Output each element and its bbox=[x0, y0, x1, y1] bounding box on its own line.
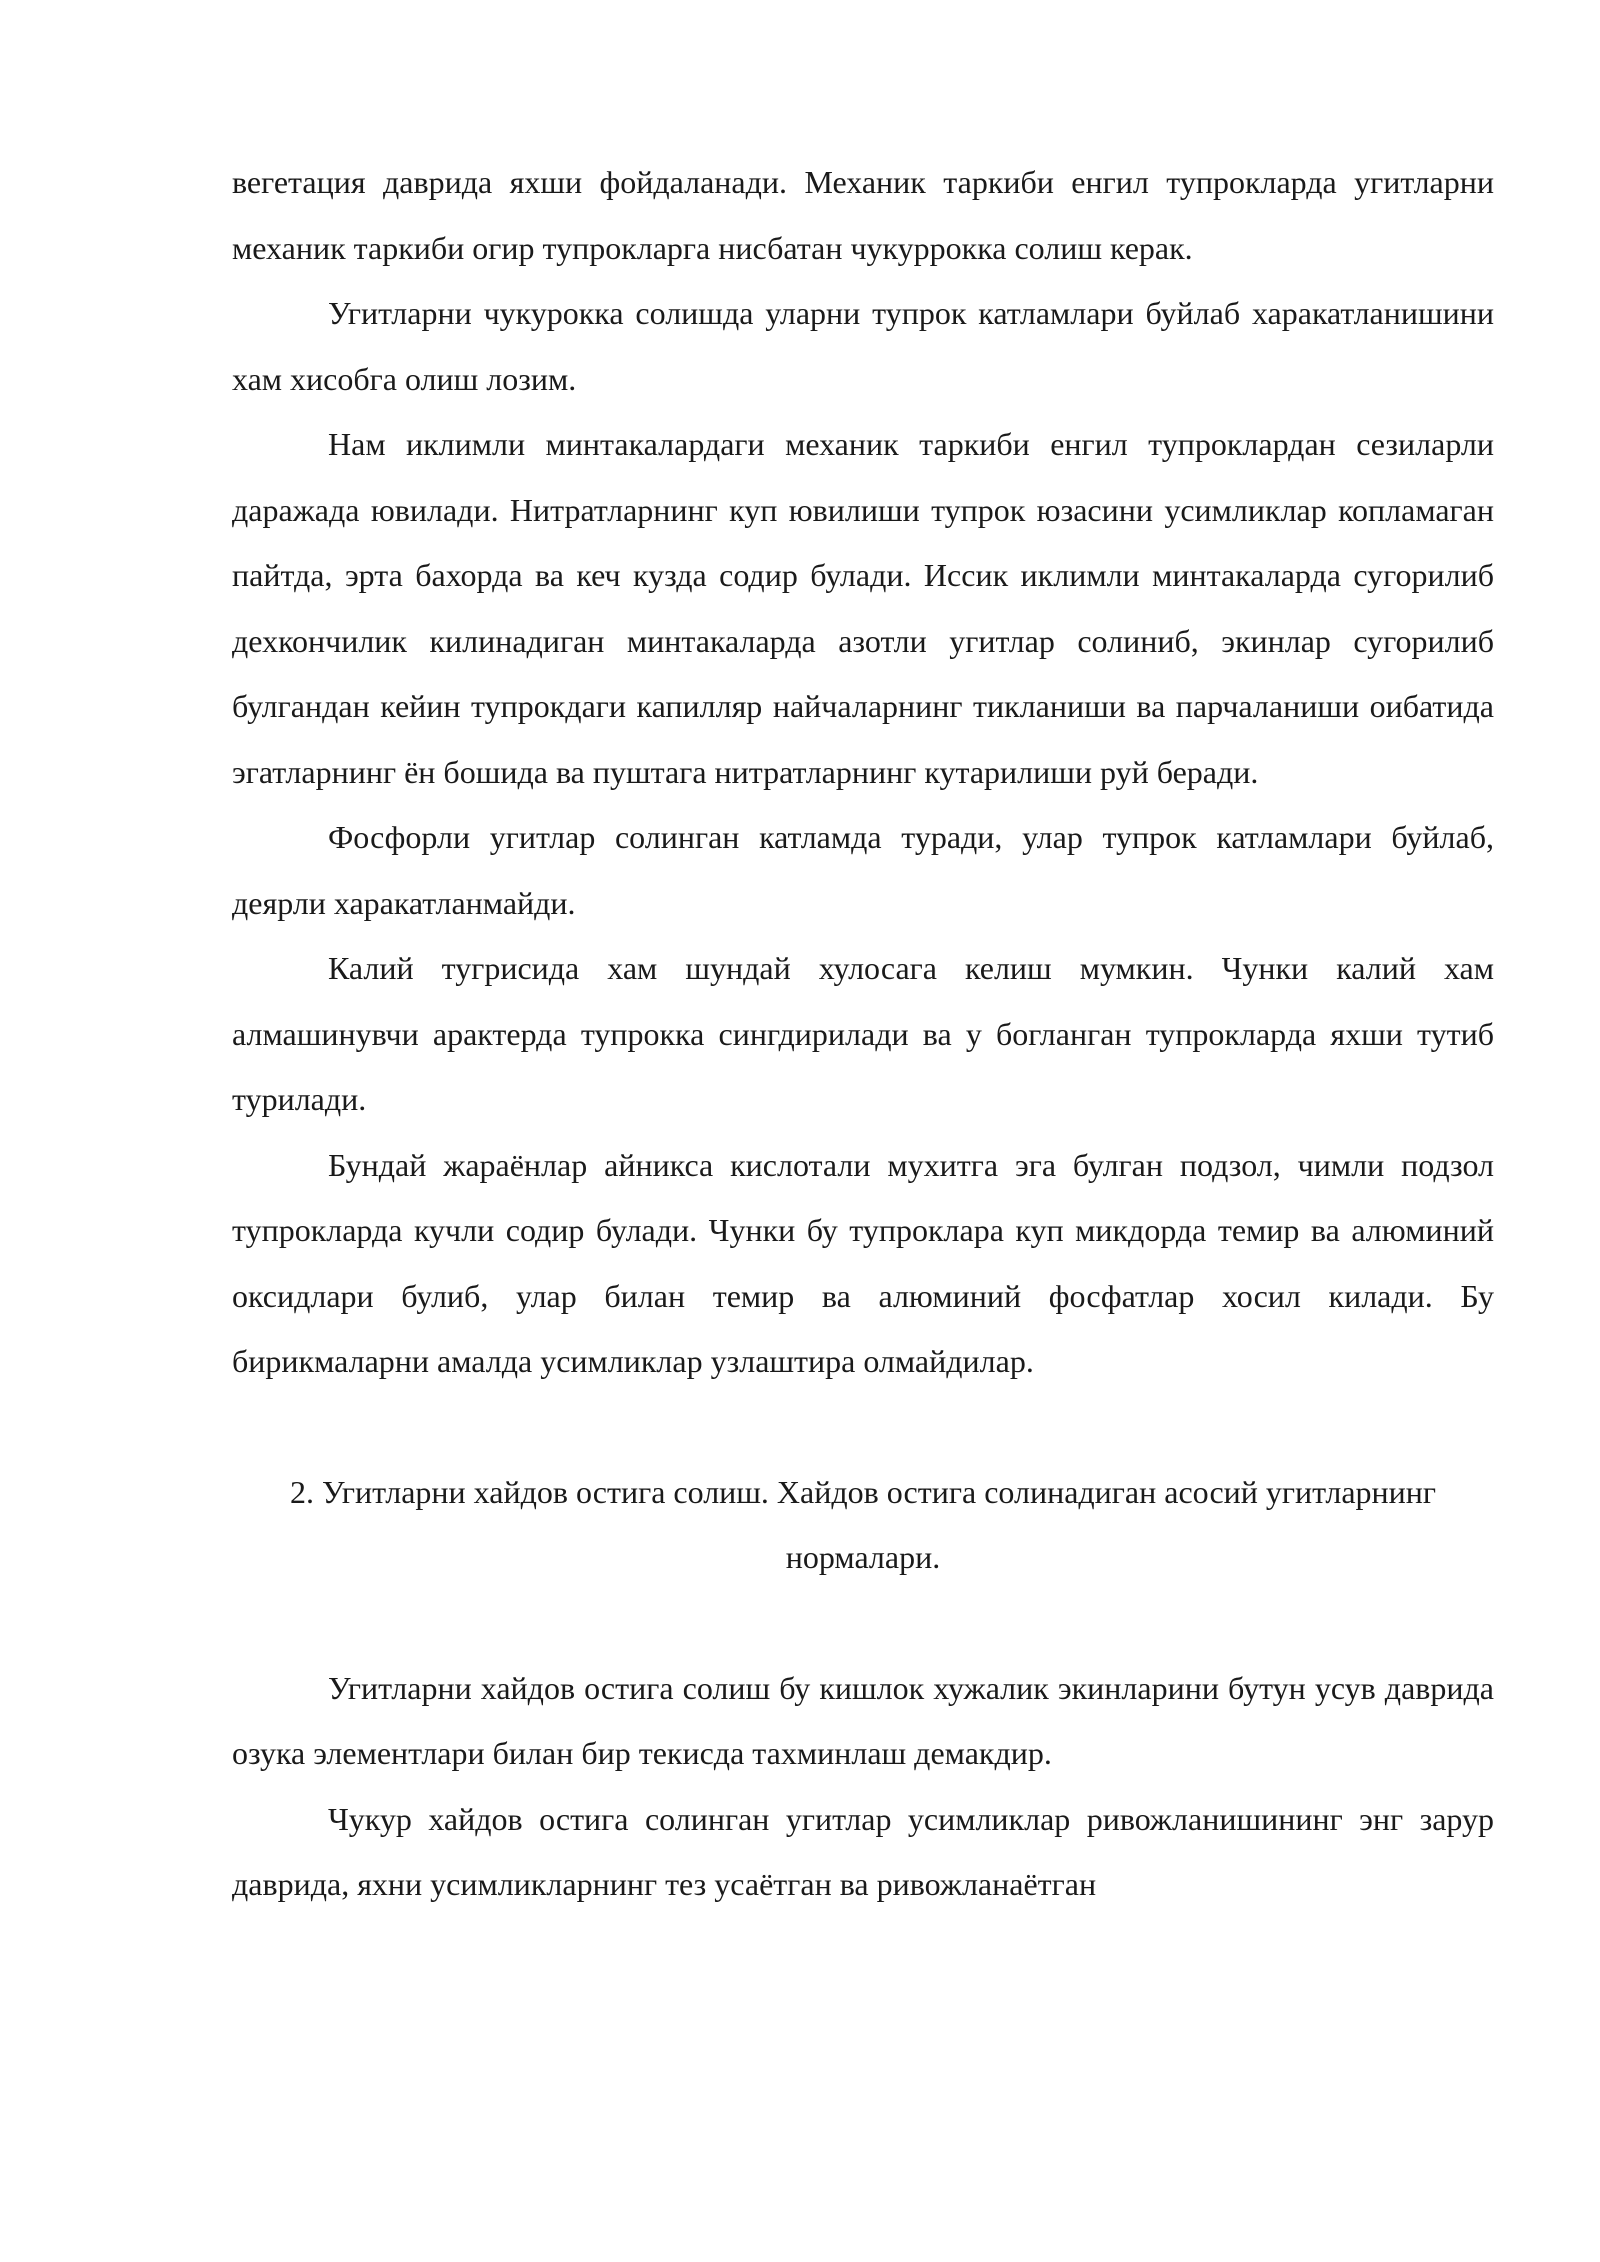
paragraph-podzol-soils: Бундай жараёнлар айникса кислотали мухитга эга булган подзол, чимли подзол тупрокларда кучли содир булади. Чунки бу тупроклара куп микдорда темир ва алюминий оксидлари булиб, улар билан темир ва алюминий фосфатлар хосил килади. Бу бирикмаларни амалда усимликлар узлаштира олмайдилар. bbox=[232, 1146, 1494, 1379]
section-heading: 2. Угитларни хайдов остига солиш. Хайдов остига солинадиган асосий угитларнинг нормалари. bbox=[289, 1473, 1437, 1575]
document-page bbox=[232, 150, 1494, 1918]
paragraph-deep-plowing: Чукур хайдов остига солинган угитлар усимликлар ривожланишининг энг зарур даврида, яхни усимликларнинг тез усаётган ва ривожланаётган bbox=[232, 1800, 1494, 1902]
paragraph-plowing-application: Угитларни хайдов остига солиш бу кишлок хужалик экинларини бутун усув даврида озука элементлари билан бир текисда тахминлаш демакдир. bbox=[232, 1669, 1494, 1771]
paragraph-nitrate-leaching: Нам иклимли минтакалардаги механик таркиби енгил тупроклардан сезиларли даражада ювилади. Нитратларнинг куп ювилиши тупрок юзасини усимликлар копламаган пайтда, эрта бахорда ва кеч кузда содир булади. Иссик иклимли минтакаларда сугорилиб дехкончилик килинадиган минтакаларда азотли угитлар солиниб, экинлар сугорилиб булгандан кейин тупрокдаги капилляр найчаларнинг тикланиши ва парчаланиши оибатида эгатларнинг ён бошида ва пуштага нитратларнинг кутарилиши руй беради. bbox=[232, 426, 1494, 790]
paragraph-continuation: вегетация даврида яхши фойдаланади. Механик таркиби енгил тупрокларда угитларни механик таркиби огир тупрокларга нисбатан чукуррокка солиш керак. bbox=[232, 164, 1494, 266]
paragraph-potassium: Калий тугрисида хам шундай хулосага келиш мумкин. Чунки калий хам алмашинувчи арактерда тупрокка сингдирилади ва у богланган тупрокларда яхши тутиб турилади. bbox=[232, 950, 1494, 1117]
paragraph-phosphorus: Фосфорли угитлар солинган катламда туради, улар тупрок катламлари буйлаб, деярли харакатланмайди. bbox=[232, 819, 1494, 921]
paragraph-fertilizer-depth: Угитларни чукурокка солишда уларни тупрок катламлари буйлаб харакатланишини хам хисобга олиш лозим. bbox=[232, 295, 1494, 397]
